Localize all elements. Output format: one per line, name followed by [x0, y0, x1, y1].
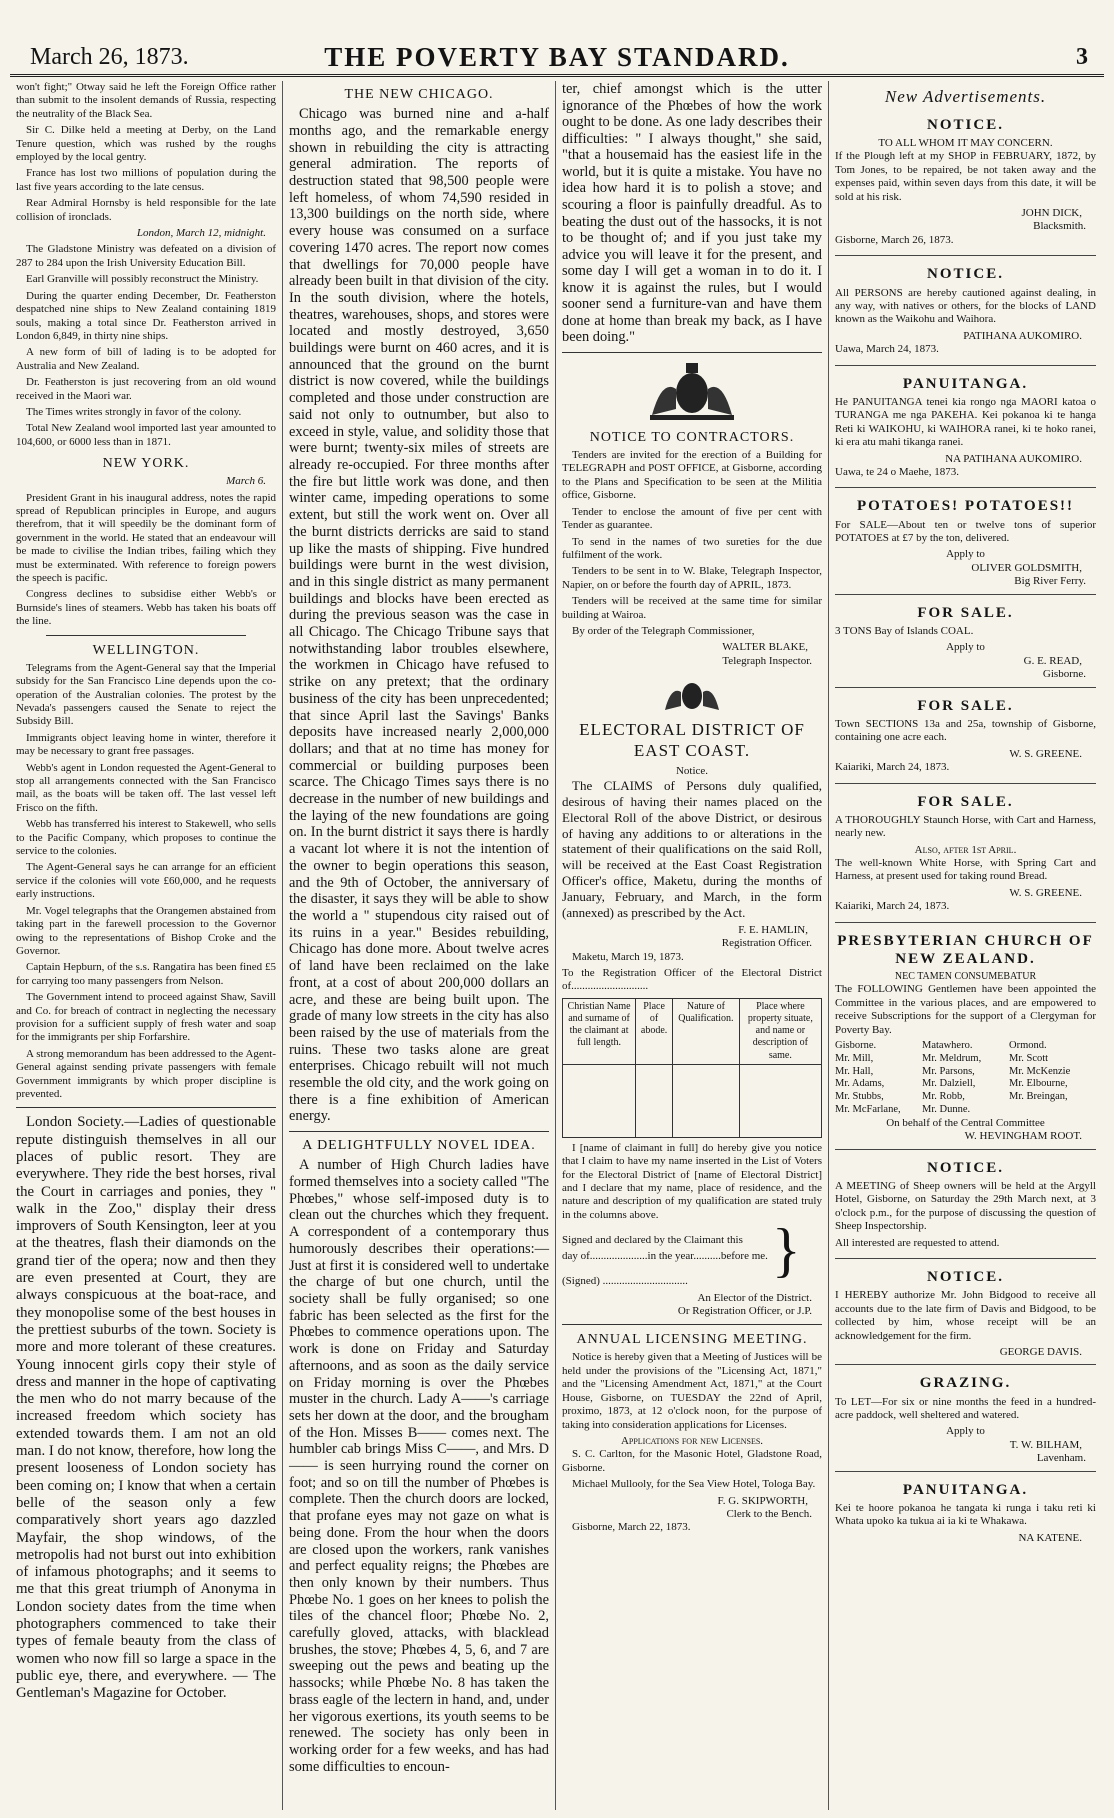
dateline: Kaiariki, March 24, 1873.: [835, 900, 950, 913]
signature-title: Lavenham.: [1036, 1452, 1086, 1465]
ad-for-sale-horse: [835, 788, 1096, 923]
dateline: Uawa, te 24 o Maehe, 1873.: [835, 465, 960, 478]
ad-potatoes: [835, 492, 1096, 594]
ad-title: FOR SALE.: [917, 793, 1014, 810]
committee-member: Mr. Dunne.: [922, 1104, 971, 1116]
ad-notice-land: [835, 260, 1096, 365]
signature: W. S. GREENE.: [1009, 886, 1082, 899]
paragraph: The Government intend to proceed against Shaw, Savill and Co. for breach of contract in neglecting the necessary provision for a sufficient supply of fresh water and soap for the immigrants per ship Forfarshire.: [16, 991, 276, 1044]
committee-member: Mr. Elbourne,: [1009, 1078, 1068, 1090]
signature: WALTER BLAKE,: [722, 641, 808, 654]
ad-apply: Apply to: [946, 548, 985, 561]
divider: [289, 1131, 549, 1132]
signature: W. S. GREENE.: [1009, 747, 1082, 760]
paragraph: Notice is hereby given that a Meeting of Justices will be held under the provisions of the "Licensing Act, 1871," and the "Licensing Amendment Act, 1871," at the Court House, Gisborne, on TUESDAY the 22nd of April, proximo, 1873, at 12 o'clock noon, for the purpose of taking into consideration applications for Licenses.: [562, 1351, 822, 1431]
article-heading: A DELIGHTFULLY NOVEL IDEA.: [302, 1138, 536, 1154]
signature: GEORGE DAVIS.: [999, 1345, 1082, 1358]
ad-for-sale-sections: [835, 692, 1096, 784]
divider: [562, 1324, 822, 1325]
committee-member: Mr. Adams,: [835, 1078, 885, 1090]
ad-subtitle: TO ALL WHOM IT MAY CONCERN.: [878, 137, 1053, 150]
dateline: Maketu, March 19, 1873.: [572, 950, 684, 963]
signature-title: Telegraph Inspector.: [722, 654, 812, 667]
signature-title: Blacksmith.: [1033, 220, 1086, 233]
ad-behalf: On behalf of the Central Committee: [886, 1116, 1045, 1129]
signature: JOHN DICK,: [1021, 207, 1082, 220]
paragraph: Total New Zealand wool imported last year amounted to 104,600, or 6000 less than in 1871.: [16, 422, 276, 448]
section-heading: New Advertisements.: [884, 87, 1047, 106]
ad-heading: NOTICE TO CONTRACTORS.: [589, 430, 795, 445]
paragraph: During the quarter ending December, Dr. Featherston despatched nine ships to New Zealand containing 1819 souls, making a total since Dr. Featherston arrived in London 6,849, in thirty nine ships.: [16, 289, 276, 342]
ad-title: FOR SALE.: [917, 604, 1014, 621]
column-1: [10, 81, 283, 1810]
ad-title: PANUITANGA.: [902, 375, 1029, 392]
paragraph: France has lost two millions of population during the last five years according to the late census.: [16, 167, 276, 193]
column-4: [829, 81, 1102, 1810]
dateline: Uawa, March 24, 1873.: [835, 343, 939, 356]
dateline: March 6.: [226, 475, 266, 488]
ad-heading: ANNUAL LICENSING MEETING.: [576, 1332, 808, 1348]
ad-body: For SALE—About ten or twelve tons of superior POTATOES at £7 by the ton, delivered.: [835, 518, 1096, 545]
dateline: Gisborne, March 22, 1873.: [572, 1521, 691, 1534]
article-chicago: Chicago was burned nine and a-half months ago, and the remarkable energy shown in rebuilding the city is attracting general admiration. The reports of destruction stated that 98,500 people were left homeless, of whom 74,590 resided in 13,300 buildings on the north side, where every house was consumed on a surface covering 1470 acres. The report now comes that dwellings for 70,000 people have already been built in that division of the city. In the south division, where the hotels, theatres, warehouses, shops, and stores were located and mostly destroyed, 3,650 buildings were burnt on 460 acres, and it is announced that the ground on the burnt district is now covered, while the buildings completed and those under construction are said not only to outnumber, but also to exceed in style, value, and solidity those that were burnt; twenty-six miles of streets are already re-occupied. For three months after the fire but little work was done, and then winter came, impeding operations to some extent, but still the work went on. Over all the burnt districts derricks are said to stand up like the masts of shipping. Five hundred buildings were burnt in the west division, and in this single district as many permanent buildings and blocks have been erected as during the previous season was the case in all Chicago. The Chicago Tribune says that notwithstanding labor troubles elsewhere, the workmen in Chicago have refused to strike on any pretext; that the ordinary business of the city has been unprecedented; that since April last the Savings' Banks deposits have increased nearly 2,000,000 dollars; and that at no time has money for commercial or building purposes been scarce. The Chicago Times says there is no decrease in the number of new buildings and the laying of the new foundations are going on. In the burnt district it says there is hardly a vacant lot where it is not the intention of the owner to begin operations this season, and the 9th of October, the anniversary of the disaster, it says they will be able to show the world a " stupendous city raised out of its ruins in a year." Besides rebuilding, Chicago has done more. About twelve acres of land have been reclaimed on the lake front, at a cost of about 200,000 dollars an acre, and these are being built upon. The grade of many low streets in the city has also been raised by the use of materials from the ruins. These two tasks alone are great enterprises. Chicago rebuilt will not much resemble the old city, and the work going on there is a fine exhibition of American energy.: [289, 106, 549, 1125]
signature: F. E. HAMLIN,: [738, 923, 808, 936]
dateline: Gisborne, March 26, 1873.: [835, 233, 954, 246]
committee-names: [835, 1053, 1096, 1117]
ad-title: NOTICE.: [927, 266, 1004, 283]
ad-title: FOR SALE.: [917, 697, 1014, 714]
committee-member: Mr. Parsons,: [922, 1065, 975, 1077]
signature: PATIHANA AUKOMIRO.: [963, 329, 1082, 342]
committee-member: Mr. Dalziell,: [922, 1078, 976, 1090]
section-heading: WELLINGTON.: [92, 642, 200, 658]
signature: W. HEVINGHAM ROOT.: [964, 1130, 1082, 1143]
ad-body: Kei te hoore pokanoa he tangata ki runga i taku reti ki Whata upoko ka tukua ai ia ki te Whakawa.: [835, 1501, 1096, 1528]
committee-member: Mr. Mill,: [835, 1052, 874, 1064]
ad-body: To LET—For six or nine months the feed in a hundred-acre paddock, well sheltered and watered.: [835, 1395, 1096, 1422]
signature: NA KATENE.: [1018, 1531, 1082, 1544]
table-cell: [739, 1064, 821, 1137]
ad-title: NOTICE.: [927, 116, 1004, 133]
ad-body: A THOROUGHLY Staunch Horse, with Cart and Harness, nearly new.: [835, 813, 1096, 840]
issue-date: March 26, 1873.: [30, 44, 189, 70]
ad-body: I HEREBY authorize Mr. John Bidgood to receive all accounts due to the late firm of Davis and Bidgood, to be collected by him, whose receipt will be an acknowledgement for the firm.: [835, 1289, 1096, 1342]
column-2: [283, 81, 556, 1810]
ad-body: The FOLLOWING Gentlemen have been appointed the Committee in the various places, and are empowered to receive Subscriptions for the support of a Clergyman for Poverty Bay.: [835, 983, 1096, 1036]
paragraph: Mr. Vogel telegraphs that the Orangemen abstained from taking part in the farewell procession to the Governor owing to the representations of Bishop Croke and the Governor.: [16, 904, 276, 957]
paragraph: President Grant in his inaugural address, notes the rapid spread of Republican principles in Europe, and augurs therefrom, that it will speedily be the dominant form of government in the world. He stated that an endeavour will be made to civilise the Indian tribes, failing which they must be exterminated. With reference to foreign powers the speech is pacific.: [16, 491, 276, 585]
table-header: Place where property situate, and name or description of same.: [739, 998, 821, 1064]
divider: [16, 1107, 276, 1108]
place-name: Gisborne.: [835, 1040, 877, 1052]
paper-title: THE POVERTY BAY STANDARD.: [324, 42, 790, 72]
ad-body: He PANUITANGA tenei kia rongo nga MAORI katoa o TURANGA me nga PAKEHA. Kei pokanoa ki te hanga Reti ki WAIKOHU, ki WAIHORA ranei, ki te hoko ranei, ki era atu mahi tikanga ranei.: [835, 395, 1096, 449]
signature: G. E. READ,: [1023, 654, 1082, 667]
ad-panuitanga-2: [835, 1476, 1096, 1551]
paragraph: Michael Mullooly, for the Sea View Hotel, Tologa Bay.: [572, 1478, 816, 1491]
ad-body: The well-known White Horse, with Spring Cart and Harness, at present used for taking round Bread.: [835, 857, 1096, 883]
columns: [10, 81, 1104, 1810]
ad-body: 3 TONS Bay of Islands COAL.: [835, 624, 974, 637]
ad-title: GRAZING.: [919, 1375, 1012, 1392]
table-cell: [563, 1064, 636, 1137]
table-header: Christian Name and surname of the claimant at full length.: [563, 998, 636, 1064]
signature: T. W. BILHAM,: [1009, 1438, 1082, 1451]
signed-block: [562, 1217, 822, 1284]
committee-member: Mr. Scott: [1009, 1052, 1049, 1064]
ad-apply: Apply to: [946, 1425, 985, 1438]
royal-arms-icon: [657, 674, 727, 714]
paragraph: Tenders will be received at the same time for similar building at Wairoa.: [562, 595, 822, 621]
ad-panuitanga: [835, 370, 1096, 489]
paragraph: The Gladstone Ministry was defeated on a division of 287 to 284 upon the Irish University Education Bill.: [16, 243, 276, 269]
paragraph: The CLAIMS of Persons duly qualified, desirous of having their names placed on the Electoral Roll of the above District, or desirous of having any additions to or alterations in the statement of their qualifications on the said Roll, will be received at the East Coast Registration Officer's office, Maketu, during the months of January, February, and March, in the form (annexed) as prescribed by the Act.: [562, 778, 822, 920]
signature: F. G. SKIPWORTH,: [717, 1494, 808, 1507]
paragraph: Webb has transferred his interest to Stakewell, who sells to the Pacific Company, which proposes to continue the service to the colonies.: [16, 818, 276, 858]
divider: [46, 635, 246, 636]
form-line: Or Registration Officer, or J.P.: [677, 1305, 812, 1317]
paragraph: The Times writes strongly in favor of the colony.: [26, 405, 242, 418]
ad-body: All interested are requested to attend.: [835, 1236, 1000, 1249]
paragraph: To send in the names of two sureties for the due fulfilment of the work.: [562, 535, 822, 561]
form-line: day of.....................in the year..........before me.: [562, 1250, 768, 1263]
signature-title: Registration Officer.: [721, 937, 812, 950]
ad-title: PRESBYTERIAN CHURCH OF NEW ZEALAND.: [837, 932, 1094, 967]
ad-presbyterian: [835, 927, 1096, 1150]
paragraph: S. C. Carlton, for the Masonic Hotel, Gladstone Road, Gisborne.: [562, 1448, 822, 1474]
paragraph: Tender to enclose the amount of five per cent with Tender as guarantee.: [562, 505, 822, 532]
paragraph: Sir C. Dilke held a meeting at Derby, on the Land Tenure question, which was rushed by the roughs employed by the local gentry.: [16, 124, 276, 164]
paragraph: Congress declines to subsidise either Webb's or Burnside's lines of steamers. Webb has taken his boats off the line.: [16, 588, 276, 628]
signature-title: Clerk to the Bench.: [726, 1507, 812, 1520]
committee-member: Mr. McFarlane,: [835, 1104, 901, 1116]
article-novel-idea: A number of High Church ladies have formed themselves into a society called "The Phœbes," whose self-imposed duty is to clean out the churches which they frequent. A correspondent of a contemporary thus humorously describes their operations:—Just at first it is considered well to undertake the charge of but one church, until the society shall be fully organised; so one fabric has been selected as the first for the Phœbes to commence operations upon. The work is done on Friday and Saturday afternoons, and as soon as the daily service on Friday morning is over the Phœbes muster in the church. Lady A——'s carriage sets her down at the door, and the brougham of the Hon. Misses B—— comes next. The humbler cab brings Miss C——, and Mrs. D—— is seen hurrying round the corner on foot; and so on till the number of Phœbes is complete. Then the church doors are locked, that profane eyes may not gaze on what is being done. From the hour when the doors are closed upon the workers, rank vanishes and perfect equality reigns; the Phœbes are then only known by their numbers. Thus Phœbe No. 1 goes on her knees to polish the tiles of the chancel floor; Phœbe No. 2, carefully gloved, attacks, with blacklead brushes, the stove; Phœbes 4, 5, 6, and 7 are sweeping out the pews and beating up the hassocks; while Phœbe No. 8 has taken the brass eagle of the lectern in hand, and, under her vigorous exertions, its youth seems to be renewed. The society has only been in working order for a few weeks, and has had some difficulties to encoun-: [289, 1157, 549, 1775]
paragraph: Immigrants object leaving home in winter, therefore it may be necessary to grant free passages.: [16, 731, 276, 758]
claim-form-table: [562, 998, 822, 1138]
signature: NA PATIHANA AUKOMIRO.: [945, 452, 1082, 465]
place-name: Ormond.: [1009, 1040, 1047, 1052]
paragraph: Tenders are invited for the erection of a Building for TELEGRAPH and POST OFFICE, at Gisborne, according to the Plans and Specification to be seen at the Militia office, Gisborne.: [562, 449, 822, 502]
paragraph: Earl Granville will possibly reconstruct the Ministry.: [26, 273, 259, 286]
ad-subtitle: Also, after 1st April.: [914, 843, 1017, 856]
ad-grazing: [835, 1369, 1096, 1471]
signature-title: Big River Ferry.: [1014, 575, 1086, 588]
committee-member: Mr. Stubbs,: [835, 1091, 884, 1103]
ad-body: All PERSONS are hereby cautioned against dealing, in any way, with natives or others, for the blocks of LAND known as the Waikohu and Waihora.: [835, 286, 1096, 326]
paragraph: A strong memorandum has been addressed to the Agent-General against sending private passengers with female Government immigrants by which proper discipline is prevented.: [16, 1047, 276, 1100]
paragraph: A new form of bill of lading is to be adopted for Australia and New Zealand.: [16, 346, 276, 372]
ad-notice-plough: [835, 111, 1096, 257]
committee-member: Mr. Meldrum,: [922, 1052, 982, 1064]
paragraph: Telegrams from the Agent-General say that the Imperial subsidy for the San Francisco Line depends upon the co-operation of the Australian colonies. The protest by the Nevada's passengers caused the Senate to reject the Subsidy Bill.: [16, 661, 276, 728]
paragraph: Captain Hepburn, of the s.s. Rangatira has been fined £5 for carrying too many passengers from Nelson.: [16, 961, 276, 987]
ad-title: NOTICE.: [927, 1268, 1004, 1285]
page-number: 3: [1076, 44, 1088, 70]
ad-for-sale-coal: [835, 599, 1096, 688]
paragraph: I [name of claimant in full] do hereby give you notice that I claim to have my name inserted in the List of Voters for the Electoral District of [name of Electoral District] and I declare that my name, place of residence, and the nature and description of my qualification are stated truly in the columns above.: [562, 1141, 822, 1221]
ad-notice-davis: [835, 1263, 1096, 1365]
signature: OLIVER GOLDSMITH,: [971, 561, 1082, 574]
paragraph: By order of the Telegraph Commissioner,: [572, 624, 755, 637]
ad-title: NOTICE.: [927, 1159, 1004, 1176]
table-header: Nature of Qualification.: [673, 998, 740, 1064]
ad-body: If the Plough left at my SHOP in FEBRUARY, 1872, by Tom Jones, to be repaired, be not taken away and the expenses paid, within seven days from this date, it will be sold at his risk.: [835, 150, 1096, 203]
newspaper-page: [10, 8, 1104, 1810]
ad-title: PANUITANGA.: [902, 1481, 1029, 1498]
form-address: To the Registration Officer of the Electoral District of............................: [562, 967, 822, 993]
ad-body: A MEETING of Sheep owners will be held at the Argyll Hotel, Gisborne, on Saturday the 29th March next, at 3 o'clock p.m., for the purpose of discussing the question of Sheep Inspectorship.: [835, 1179, 1096, 1233]
brace-icon: }: [771, 1217, 801, 1284]
article-heading: THE NEW CHICAGO.: [344, 87, 494, 102]
paragraph: won't fight;" Otway said he left the Foreign Office rather than submit to the insolent demands of Russia, respecting the neutrality of the Black Sea.: [16, 81, 276, 120]
ad-notice-sheep: [835, 1154, 1096, 1259]
ad-body: Town SECTIONS 13a and 25a, township of Gisborne, containing one acre each.: [835, 717, 1096, 744]
dateline: Kaiariki, March 24, 1873.: [835, 761, 950, 774]
table-cell: [673, 1064, 740, 1137]
committee-member: [1009, 1104, 1096, 1117]
paragraph: Dr. Featherston is just recovering from an old wound received in the Maori war.: [16, 376, 276, 402]
form-line: (Signed) ...............................: [562, 1275, 688, 1288]
ad-motto: NEC TAMEN CONSUMEBATUR: [894, 971, 1037, 983]
committee-member: Mr. Robb,: [922, 1091, 965, 1103]
committee-member: Mr. Hall,: [835, 1065, 874, 1077]
place-name: Matawhero.: [922, 1040, 973, 1052]
article-london-society: London Society.—Ladies of questionable repute distinguish themselves in all our places of public resort. They are everywhere. They ride the best horses, rival the Court in carriages and ponies, they " walk in the Zoo," display their dress improvers of South Kensington, leer at you at the theatres, flash their diamonds on the grand tier of the opera; now and then they are even presented at Court, they are always conspicuous at the boat-race, and they monopolise some of the best houses in the prettiest suburbs of the town. Society is more and more tolerant of these creatures. Young innocent girls copy their style of dress and manner in the hope of captivating the men who do not marry because of the increased freedom which society has extended towards them. I am not an old man. I do not know, therefore, how long the present looseness of London society has been coming on; I know that when a certain belle of the season only a few comparatively short years ago dazzled Mayfair, the shop windows, of the metropolis had not burst out into exhibition of infamous photographs; and it seems to me that this great triumph of Anonyma in London society dates from the time when photographers commenced to take their types of female beauty from the class of women who now fill so large a space in the public eye, there, and everywhere. — The Gentleman's Magazine for October.: [16, 1114, 276, 1702]
section-heading: NEW YORK.: [102, 456, 190, 472]
article-continuation: ter, chief amongst which is the utter ignorance of the Phœbes of how the work ought to be done. As one lady describes their difficulties: " I always thought," she said, "that a housemaid has the easiest life in the world, but it is quite a mistake. You have no idea how hard it is to polish a stove; and scouring a floor is painfully dreadful. As to beating the dust out of the hassocks, it is not to be thought of; and if you just take my advice you will leave it for the present, and some day I will get a woman in to do it. I know it is against the rules, but I would sooner send a furniture-van and have them done at home than break my back, as I have been doing.": [562, 81, 822, 346]
committee-member: Mr. Breingan,: [1009, 1091, 1068, 1103]
ad-heading: ELECTORAL DISTRICT OF EAST COAST.: [579, 720, 805, 760]
table-cell: [636, 1064, 673, 1137]
subheading: Applications for new Licenses.: [620, 1434, 764, 1447]
ad-apply: Apply to: [946, 641, 985, 654]
column-3: [556, 81, 829, 1810]
paragraph: The Agent-General says he can arrange for an efficient service if the colonies will vote £60,000, and he requests early instructions.: [16, 861, 276, 901]
form-line: Signed and declared by the Claimant this: [562, 1233, 743, 1246]
committee-places: [835, 1040, 1096, 1053]
paragraph: Webb's agent in London requested the Agent-General to stop all arrangements connected with the San Francisco mail, as the boats will be taken off. The last vessel left Frisco on the fifth.: [16, 761, 276, 814]
masthead: [10, 8, 1104, 77]
notice-label: Notice.: [675, 764, 709, 777]
divider: [562, 352, 822, 353]
ad-title: POTATOES! POTATOES!!: [856, 498, 1075, 515]
signature-title: Gisborne.: [1042, 668, 1086, 681]
table-header: Place of abode.: [636, 998, 673, 1064]
paragraph: Rear Admiral Hornsby is held responsible for the late collision of ironclads.: [16, 197, 276, 223]
dateline: London, March 12, midnight.: [136, 227, 266, 240]
form-line: An Elector of the District.: [697, 1291, 812, 1304]
royal-arms-icon: [632, 359, 752, 423]
committee-member: Mr. McKenzie: [1009, 1065, 1071, 1077]
paragraph: Tenders to be sent in to W. Blake, Telegraph Inspector, Napier, on or before the fourth day of APRIL, 1873.: [562, 565, 822, 591]
